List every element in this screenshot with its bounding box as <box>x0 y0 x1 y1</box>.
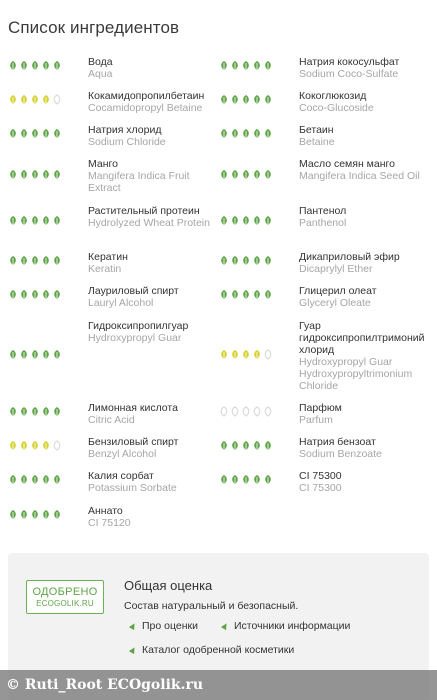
leaf-icon <box>252 406 262 417</box>
summary-text: Состав натуральный и безопасный. <box>124 600 299 612</box>
leaf-icon <box>19 255 29 266</box>
leaf-icon <box>263 406 273 417</box>
leaf-icon <box>252 474 262 485</box>
leaf-icon <box>41 94 51 105</box>
leaf-icon <box>52 60 62 71</box>
leaf-icon <box>219 60 229 71</box>
link-catalog[interactable]: Каталог одобренной косметики <box>130 644 294 656</box>
ingredient-name: Лимонная кислота <box>88 402 178 414</box>
rating-leaves <box>8 128 62 139</box>
leaf-icon <box>41 509 51 520</box>
ingredient-name: Натрия хлорид <box>88 124 162 136</box>
ingredient-latin: Citric Acid <box>88 414 135 426</box>
rating-leaves <box>8 169 62 180</box>
page-title: Список ингредиентов <box>8 18 180 37</box>
leaf-icon <box>8 289 18 300</box>
leaf-icon <box>241 60 251 71</box>
leaf-icon <box>8 60 18 71</box>
rating-leaves <box>219 440 273 451</box>
leaf-icon <box>41 255 51 266</box>
leaf-icon <box>263 255 273 266</box>
leaf-icon <box>41 169 51 180</box>
ingredient-latin: Sodium Chloride <box>88 136 166 148</box>
rating-leaves <box>8 349 62 360</box>
ingredient-name: Аннато <box>88 505 123 517</box>
leaf-icon <box>19 440 29 451</box>
ingredient-latin: Benzyl Alcohol <box>88 448 157 460</box>
leaf-icon <box>263 94 273 105</box>
ingredient-name: Кокоглюкозид <box>299 90 367 102</box>
leaf-icon <box>52 406 62 417</box>
triangle-bullet-icon <box>129 646 137 654</box>
leaf-icon <box>241 349 251 360</box>
ingredient-name: Натрия бензоат <box>299 436 376 448</box>
leaf-icon <box>263 474 273 485</box>
leaf-icon <box>230 255 240 266</box>
leaf-icon <box>252 94 262 105</box>
leaf-icon <box>41 440 51 451</box>
leaf-icon <box>252 349 262 360</box>
ingredient-name: Бензиловый спирт <box>88 436 179 448</box>
rating-leaves <box>219 255 273 266</box>
leaf-icon <box>41 406 51 417</box>
rating-leaves <box>219 60 273 71</box>
leaf-icon <box>41 128 51 139</box>
leaf-icon <box>230 94 240 105</box>
watermark: © Ruti_Root ECOgolik.ru <box>0 670 437 700</box>
leaf-icon <box>52 94 62 105</box>
rating-leaves <box>219 289 273 300</box>
leaf-icon <box>219 440 229 451</box>
ingredient-latin: Sodium Coco-Sulfate <box>299 68 399 80</box>
rating-leaves <box>219 349 273 360</box>
leaf-icon <box>219 255 229 266</box>
ingredient-name: Масло семян манго <box>299 158 395 170</box>
leaf-icon <box>230 60 240 71</box>
leaf-icon <box>230 406 240 417</box>
leaf-icon <box>19 406 29 417</box>
leaf-icon <box>219 128 229 139</box>
ingredient-latin: Parfum <box>299 414 333 426</box>
ingredient-name: Парфюм <box>299 402 342 414</box>
leaf-icon <box>52 509 62 520</box>
triangle-bullet-icon <box>221 622 229 630</box>
ingredient-latin: Coco-Glucoside <box>299 102 374 114</box>
leaf-icon <box>263 349 273 360</box>
leaf-icon <box>241 169 251 180</box>
link-sources[interactable]: Источники информации <box>222 620 350 632</box>
leaf-icon <box>8 474 18 485</box>
leaf-icon <box>241 215 251 226</box>
rating-leaves <box>219 169 273 180</box>
leaf-icon <box>30 128 40 139</box>
ingredient-latin: Hydroxypropyl Guar Hydroxypropyltrimonium Chloride <box>299 356 413 392</box>
leaf-icon <box>19 509 29 520</box>
leaf-icon <box>219 169 229 180</box>
leaf-icon <box>8 440 18 451</box>
leaf-icon <box>263 289 273 300</box>
rating-leaves <box>8 255 62 266</box>
rating-leaves <box>219 94 273 105</box>
leaf-icon <box>52 289 62 300</box>
leaf-icon <box>8 169 18 180</box>
ingredient-name: Глицерил олеат <box>299 285 377 297</box>
ingredient-latin: Potassium Sorbate <box>88 482 177 494</box>
rating-leaves <box>8 215 62 226</box>
leaf-icon <box>241 128 251 139</box>
leaf-icon <box>19 215 29 226</box>
ingredient-latin: Hydrolyzed Wheat Protein <box>88 217 210 229</box>
leaf-icon <box>263 169 273 180</box>
leaf-icon <box>30 169 40 180</box>
leaf-icon <box>52 440 62 451</box>
leaf-icon <box>252 289 262 300</box>
link-about-ratings[interactable]: Про оценки <box>130 620 198 632</box>
leaf-icon <box>30 289 40 300</box>
leaf-icon <box>30 440 40 451</box>
badge-title: ОДОБРЕНО <box>32 586 98 598</box>
leaf-icon <box>8 349 18 360</box>
ingredient-name: Пантенол <box>299 205 347 217</box>
rating-leaves <box>8 289 62 300</box>
leaf-icon <box>52 474 62 485</box>
leaf-icon <box>219 474 229 485</box>
leaf-icon <box>52 215 62 226</box>
leaf-icon <box>219 94 229 105</box>
rating-leaves <box>8 406 62 417</box>
leaf-icon <box>30 406 40 417</box>
leaf-icon <box>252 255 262 266</box>
leaf-icon <box>252 60 262 71</box>
rating-leaves <box>219 406 273 417</box>
leaf-icon <box>230 474 240 485</box>
leaf-icon <box>230 128 240 139</box>
ingredient-latin: CI 75300 <box>299 482 342 494</box>
leaf-icon <box>252 128 262 139</box>
ingredient-latin: Dicaprylyl Ether <box>299 263 373 275</box>
ingredient-name: Бетаин <box>299 124 334 136</box>
leaf-icon <box>241 406 251 417</box>
leaf-icon <box>19 60 29 71</box>
leaf-icon <box>30 94 40 105</box>
leaf-icon <box>241 474 251 485</box>
leaf-icon <box>52 349 62 360</box>
leaf-icon <box>19 94 29 105</box>
ingredient-latin: Keratin <box>88 263 122 275</box>
ingredient-name: Дикаприловый эфир <box>299 251 400 263</box>
leaf-icon <box>219 289 229 300</box>
ingredient-name: Кератин <box>88 251 128 263</box>
rating-leaves <box>219 215 273 226</box>
leaf-icon <box>241 255 251 266</box>
leaf-icon <box>263 440 273 451</box>
leaf-icon <box>52 255 62 266</box>
ingredient-name: CI 75300 <box>299 470 342 482</box>
leaf-icon <box>30 255 40 266</box>
ingredient-latin: CI 75120 <box>88 517 131 529</box>
leaf-icon <box>230 215 240 226</box>
leaf-icon <box>263 128 273 139</box>
ingredient-latin: Aqua <box>88 68 113 80</box>
leaf-icon <box>19 169 29 180</box>
leaf-icon <box>263 215 273 226</box>
leaf-icon <box>30 60 40 71</box>
ingredient-name: Манго <box>88 158 118 170</box>
triangle-bullet-icon <box>129 622 137 630</box>
ingredient-latin: Glyceryl Oleate <box>299 297 371 309</box>
leaf-icon <box>241 94 251 105</box>
rating-leaves <box>8 474 62 485</box>
leaf-icon <box>41 289 51 300</box>
leaf-icon <box>230 289 240 300</box>
ingredient-latin: Hydroxypropyl Guar <box>88 332 182 344</box>
leaf-icon <box>8 255 18 266</box>
leaf-icon <box>230 440 240 451</box>
ingredient-name: Гуар гидроксипропилтримоний хлорид <box>299 320 425 356</box>
ingredient-latin: Betaine <box>299 136 335 148</box>
leaf-icon <box>241 289 251 300</box>
leaf-icon <box>41 474 51 485</box>
approved-badge <box>26 580 104 614</box>
badge-site: ECOGOLIK.RU <box>36 599 94 608</box>
rating-leaves <box>219 128 273 139</box>
leaf-icon <box>52 128 62 139</box>
leaf-icon <box>8 215 18 226</box>
ingredient-name: Калия сорбат <box>88 470 154 482</box>
leaf-icon <box>230 169 240 180</box>
rating-leaves <box>8 94 62 105</box>
leaf-icon <box>252 215 262 226</box>
ingredient-name: Натрия кокосульфат <box>299 56 400 68</box>
leaf-icon <box>8 128 18 139</box>
leaf-icon <box>52 169 62 180</box>
leaf-icon <box>252 169 262 180</box>
rating-leaves <box>219 474 273 485</box>
leaf-icon <box>219 349 229 360</box>
ingredient-name: Растительный протеин <box>88 205 200 217</box>
leaf-icon <box>41 60 51 71</box>
ingredient-name: Кокамидопропилбетаин <box>88 90 205 102</box>
ingredient-name: Гидроксипропилгуар <box>88 320 189 332</box>
leaf-icon <box>19 289 29 300</box>
leaf-icon <box>219 406 229 417</box>
leaf-icon <box>263 60 273 71</box>
ingredient-latin: Lauryl Alcohol <box>88 297 154 309</box>
leaf-icon <box>41 349 51 360</box>
leaf-icon <box>19 349 29 360</box>
rating-leaves <box>8 440 62 451</box>
leaf-icon <box>8 94 18 105</box>
rating-leaves <box>8 60 62 71</box>
leaf-icon <box>30 215 40 226</box>
leaf-icon <box>219 215 229 226</box>
leaf-icon <box>19 474 29 485</box>
ingredient-latin: Mangifera Indica Fruit Extract <box>88 170 190 194</box>
rating-leaves <box>8 509 62 520</box>
leaf-icon <box>241 440 251 451</box>
leaf-icon <box>8 509 18 520</box>
leaf-icon <box>19 128 29 139</box>
summary-title: Общая оценка <box>124 578 213 593</box>
ingredient-name: Лауриловый спирт <box>88 285 179 297</box>
leaf-icon <box>252 440 262 451</box>
ingredient-latin: Sodium Benzoate <box>299 448 382 460</box>
ingredient-latin: Cocamidopropyl Betaine <box>88 102 203 114</box>
leaf-icon <box>41 215 51 226</box>
ingredient-name: Вода <box>88 56 113 68</box>
leaf-icon <box>8 406 18 417</box>
leaf-icon <box>30 349 40 360</box>
leaf-icon <box>30 474 40 485</box>
ingredient-latin: Mangifera Indica Seed Oil <box>299 170 420 182</box>
leaf-icon <box>230 349 240 360</box>
ingredient-latin: Panthenol <box>299 217 347 229</box>
leaf-icon <box>30 509 40 520</box>
